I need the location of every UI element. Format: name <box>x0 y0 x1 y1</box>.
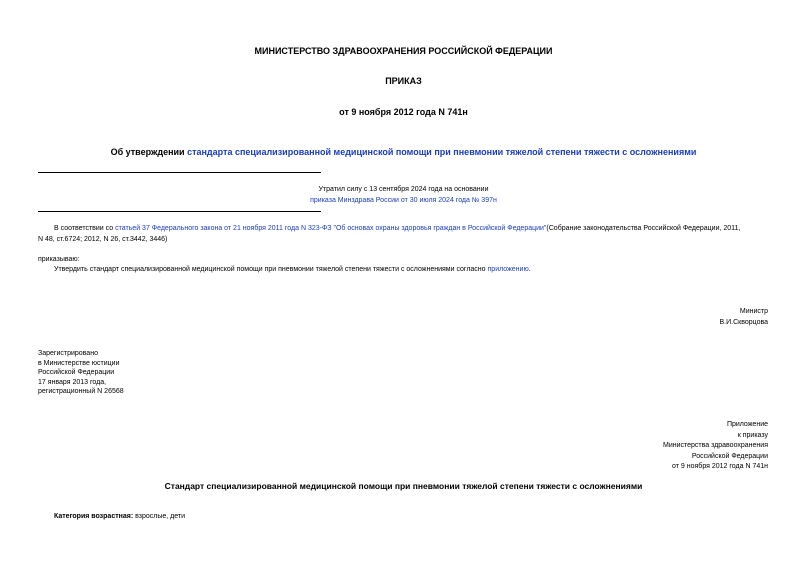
law-article-link[interactable]: статьей 37 Федерального закона от 21 ноября 2011 года N 323-ФЗ "Об основах охраны здоровья граждан в Российской Федерации" <box>115 225 547 232</box>
appendix-block <box>663 420 768 473</box>
order-item <box>54 265 531 275</box>
registration-line: Российской Федерации <box>38 369 115 376</box>
title-prefix: Об утверждении <box>110 147 188 157</box>
doc-type-heading: ПРИКАЗ <box>385 76 422 86</box>
order-text: Утвердить стандарт специализированной медицинской помощи при пневмонии тяжелой степени тяжести с осложнениями согласно <box>54 266 488 273</box>
appendix-line: Приложение <box>726 421 768 428</box>
signature-position: Министр <box>739 308 768 315</box>
preamble-suffix: (Собрание законодательства Российской Федерации, 2011, <box>546 225 741 232</box>
standard-title: Стандарт специализированной медицинской помощи при пневмонии тяжелой степени тяжести с осложнениями <box>164 481 643 491</box>
document-title <box>0 147 807 157</box>
registration-line: Зарегистрировано <box>38 350 98 357</box>
appendix-line: от 9 ноября 2012 года N 741н <box>672 463 768 470</box>
doc-date-number: от 9 ноября 2012 года N 741н <box>339 107 468 117</box>
notice-repeal-link[interactable]: приказа Минздрава России от 30 июля 2024 года № 397н <box>310 197 497 204</box>
preamble-line-2: N 48, ст.6724; 2012, N 26, ст.3442, 3446) <box>38 236 168 243</box>
preamble-line-1 <box>54 224 774 234</box>
signature-name: В.И.Скворцова <box>719 319 768 326</box>
notice-bottom-divider <box>38 211 321 212</box>
appendix-line: Министерства здравоохранения <box>663 442 768 449</box>
registration-line: в Министерстве юстиции <box>38 359 120 367</box>
title-standard-link[interactable]: стандарта специализированной медицинской помощи при пневмонии тяжелой степени тяжести с осложнениями <box>187 147 697 157</box>
appendix-line: к приказу <box>737 431 768 439</box>
registration-line: 17 января 2013 года, <box>38 378 107 386</box>
preamble-prefix: В соответствии со <box>54 225 116 232</box>
ministry-heading: МИНИСТЕРСТВО ЗДРАВООХРАНЕНИЯ РОССИЙСКОЙ ФЕДЕРАЦИИ <box>254 46 553 56</box>
category-line <box>54 512 185 522</box>
registration-block <box>38 349 124 397</box>
category-value: взрослые, дети <box>133 513 186 520</box>
notice-top-divider <box>38 172 321 173</box>
order-suffix: . <box>528 266 531 273</box>
notice-line-1: Утратил силу с 13 сентября 2024 года на основании <box>318 186 489 193</box>
registration-line: регистрационный N 26568 <box>38 388 124 395</box>
category-label: Категория возрастная: <box>54 513 134 520</box>
prikazyvayu-text: приказываю: <box>38 256 80 263</box>
appendix-line: Российской Федерации <box>691 452 768 460</box>
appendix-link[interactable]: приложению <box>487 266 529 273</box>
